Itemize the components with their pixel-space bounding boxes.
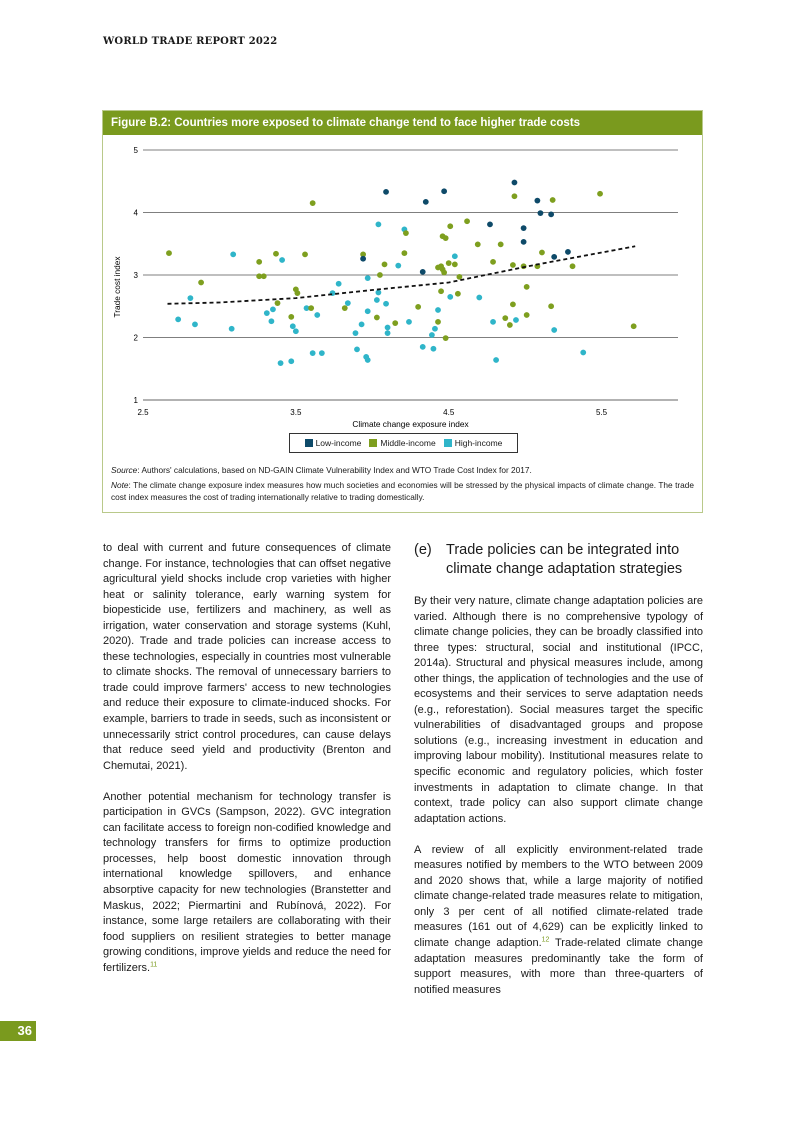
data-point-middle-income xyxy=(441,270,447,276)
figure-notes xyxy=(111,464,694,506)
data-point-low-income xyxy=(534,198,540,204)
x-axis-label: Climate change exposure index xyxy=(352,419,469,429)
figure-b2 xyxy=(102,110,703,513)
data-point-middle-income xyxy=(510,301,516,307)
legend-swatch-middle xyxy=(369,439,377,447)
data-point-middle-income xyxy=(294,290,300,296)
data-point-high-income xyxy=(376,221,382,227)
data-point-middle-income xyxy=(524,284,530,290)
data-point-middle-income xyxy=(443,235,449,241)
data-point-middle-income xyxy=(570,263,576,269)
legend-item-low-income xyxy=(305,438,362,448)
data-point-low-income xyxy=(441,188,447,194)
data-point-high-income xyxy=(395,263,401,269)
section-heading xyxy=(414,541,703,579)
data-point-high-income xyxy=(288,358,294,364)
data-point-middle-income xyxy=(524,312,530,318)
data-point-middle-income xyxy=(275,300,281,306)
data-point-middle-income xyxy=(261,273,267,279)
data-point-high-income xyxy=(374,297,380,303)
data-point-middle-income xyxy=(502,315,508,321)
data-point-high-income xyxy=(365,275,371,281)
data-point-middle-income xyxy=(403,230,409,236)
y-tick-label: 1 xyxy=(133,396,138,405)
body-paragraph: to deal with current and future consequences of climate change. For instance, technologies that can offset negative agricultural yield shocks include crop varieties with higher heat or salinity tolerance, early warning system for biopesticide use, fertilizers and machinery, as well as irrigation, water conservation and storage systems (Kuhl, 2020). Trade and trade policies can increase access to these technologies, especially in countries most vulnerable to climate shocks. The removal of unnecessary barriers to trade could improve farmers' access to new technologies and reduce their exposure to climate-induced shocks. For example, barriers to trade in seeds, such as inconsistent or unnecessarily strict control procedures, can cause delays that reduce seed yield and productivity (Brenton and Chemutai, 2021). xyxy=(103,542,391,772)
data-point-middle-income xyxy=(597,191,603,197)
data-point-middle-income xyxy=(452,261,458,267)
data-point-middle-income xyxy=(256,259,262,265)
body-paragraph xyxy=(103,790,391,977)
x-tick-label: 4.5 xyxy=(443,408,455,417)
data-point-low-income xyxy=(383,189,389,195)
data-point-high-income xyxy=(385,325,391,331)
data-point-high-income xyxy=(264,310,270,316)
legend-swatch-low xyxy=(305,439,313,447)
data-point-middle-income xyxy=(302,251,308,257)
source-text: : Authors' calculations, based on ND-GAIN Climate Vulnerability Index and WTO Trade Cost Index for 2017. xyxy=(137,465,532,475)
chart-legend xyxy=(289,433,518,453)
data-point-middle-income xyxy=(475,241,481,247)
data-point-low-income xyxy=(487,221,493,227)
running-head: WORLD TRADE REPORT 2022 xyxy=(103,36,278,47)
data-point-low-income xyxy=(538,210,544,216)
y-tick-label: 4 xyxy=(133,208,138,218)
data-point-middle-income xyxy=(288,314,294,320)
scatter-chart xyxy=(103,135,702,435)
data-point-low-income xyxy=(521,225,527,231)
data-point-middle-income xyxy=(308,305,314,311)
data-point-high-income xyxy=(365,308,371,314)
data-point-middle-income xyxy=(342,305,348,311)
legend-item-middle-income xyxy=(369,438,435,448)
data-point-high-income xyxy=(420,344,426,350)
x-tick-label: 5.5 xyxy=(596,408,608,417)
data-point-high-income xyxy=(319,350,325,356)
figure-source xyxy=(111,464,694,477)
data-point-high-income xyxy=(270,306,276,312)
legend-label: Middle-income xyxy=(380,438,436,448)
data-point-high-income xyxy=(432,326,438,332)
data-point-high-income xyxy=(580,350,586,356)
data-point-middle-income xyxy=(415,304,421,310)
data-point-middle-income xyxy=(443,335,449,341)
data-point-high-income xyxy=(431,346,437,352)
data-point-high-income xyxy=(490,319,496,325)
data-point-low-income xyxy=(512,180,518,186)
legend-item-high-income xyxy=(444,438,503,448)
y-tick-label: 2 xyxy=(133,333,138,343)
y-tick-label: 5 xyxy=(133,146,138,155)
data-point-middle-income xyxy=(438,288,444,294)
y-tick-label: 3 xyxy=(133,271,138,280)
legend-swatch-high xyxy=(444,439,452,447)
note-label: Note xyxy=(111,479,129,490)
x-tick-label: 2.5 xyxy=(137,408,149,417)
paragraph-text: Trade-related climate change adaptation measures predominantly take the form of support measures, with more than three-quarters of notified measures xyxy=(414,936,703,996)
data-point-high-income xyxy=(269,318,275,324)
data-point-high-income xyxy=(385,330,391,336)
y-axis-label: Trade cost index xyxy=(112,256,122,318)
data-point-middle-income xyxy=(457,274,463,280)
data-point-high-income xyxy=(290,323,296,329)
data-point-high-income xyxy=(230,251,236,257)
data-point-high-income xyxy=(359,321,365,327)
legend-label: High-income xyxy=(454,438,503,448)
note-text: : The climate change exposure index measures how much societies and economies will be stressed by the physical impacts of climate change. The trade cost index measures the cost of trading internationally relative to trading domestically. xyxy=(111,479,694,502)
data-point-high-income xyxy=(293,328,299,334)
data-point-middle-income xyxy=(447,223,453,229)
data-point-middle-income xyxy=(464,218,470,224)
data-point-high-income xyxy=(429,332,435,338)
data-point-high-income xyxy=(187,295,193,301)
data-point-middle-income xyxy=(446,260,452,266)
data-point-high-income xyxy=(345,300,351,306)
data-point-high-income xyxy=(447,294,453,300)
data-point-high-income xyxy=(354,346,360,352)
data-point-high-income xyxy=(279,257,285,263)
data-point-high-income xyxy=(310,350,316,356)
data-point-middle-income xyxy=(377,272,383,278)
data-point-low-income xyxy=(423,199,429,205)
data-point-high-income xyxy=(383,301,389,307)
data-point-middle-income xyxy=(392,320,398,326)
data-point-high-income xyxy=(229,326,235,332)
data-point-low-income xyxy=(420,269,426,275)
data-point-high-income xyxy=(353,330,359,336)
data-point-middle-income xyxy=(198,280,204,286)
data-point-low-income xyxy=(360,256,366,262)
body-paragraph: By their very nature, climate change adaptation policies are varied. Although there is no comprehensive typology of climate change policies, they can be broadly classified into three types: structural, social and institutional (IPCC, 2014a). Structural and physical measures include, among other things, the application of technologies and the use of ecosystems and their services to serve adaptation needs (e.g., reforestation). Social measures target the specific vulnerabilities of disadvantaged groups and propose solutions (e.g., increasing investment in education and improving labour mobility). Institutional measures relate to specific economic and regulatory policies, which foster investments in adaptation to climate change. In that context, trade policy can also support climate change adaptation actions. xyxy=(414,595,703,825)
data-point-high-income xyxy=(192,321,198,327)
data-point-middle-income xyxy=(512,193,518,199)
legend-label: Low-income xyxy=(315,438,362,448)
data-point-middle-income xyxy=(310,200,316,206)
data-point-high-income xyxy=(336,281,342,287)
data-point-high-income xyxy=(365,357,371,363)
data-point-high-income xyxy=(406,319,412,325)
left-column xyxy=(103,541,391,992)
data-point-high-income xyxy=(435,307,441,313)
data-point-middle-income xyxy=(455,291,461,297)
footnote-ref-12[interactable]: 12 xyxy=(541,936,550,944)
data-point-high-income xyxy=(476,295,482,301)
data-point-high-income xyxy=(551,327,557,333)
data-point-middle-income xyxy=(490,259,496,265)
data-point-high-income xyxy=(452,253,458,259)
data-point-middle-income xyxy=(539,250,545,256)
data-point-middle-income xyxy=(548,303,554,309)
figure-title: Figure B.2: Countries more exposed to climate change tend to face higher trade costs xyxy=(103,111,702,135)
data-point-middle-income xyxy=(507,322,513,328)
data-point-low-income xyxy=(548,211,554,217)
data-point-low-income xyxy=(551,254,557,260)
data-point-middle-income xyxy=(382,261,388,267)
body-paragraph xyxy=(414,843,703,998)
section-title: Trade policies can be integrated into climate change adaptation strategies xyxy=(446,542,683,577)
data-point-middle-income xyxy=(631,323,637,329)
data-point-middle-income xyxy=(435,319,441,325)
data-point-high-income xyxy=(175,316,181,322)
data-point-middle-income xyxy=(498,241,504,247)
data-point-high-income xyxy=(513,317,519,323)
data-point-middle-income xyxy=(510,262,516,268)
page-number: 36 xyxy=(0,1021,36,1041)
data-point-middle-income xyxy=(166,250,172,256)
footnote-ref-11[interactable]: 11 xyxy=(150,961,158,969)
section-number: (e) xyxy=(414,542,432,558)
data-point-high-income xyxy=(278,360,284,366)
figure-note xyxy=(111,479,694,504)
data-point-high-income xyxy=(314,312,320,318)
data-point-middle-income xyxy=(374,315,380,321)
data-point-low-income xyxy=(521,239,527,245)
source-label: Source xyxy=(111,465,138,475)
x-tick-label: 3.5 xyxy=(290,408,302,417)
paragraph-text: A review of all explicitly environment-related trade measures notified by members to the WTO between 2009 and 2020 shows that, while a large majority of notified climate change-related trade measures relate to mitigation, only 3 per cent of all notified climate-related trade measures (161 out of 4,629) can be explicitly linked to climate change adaption. xyxy=(414,843,703,949)
data-point-middle-income xyxy=(401,250,407,256)
data-point-low-income xyxy=(565,249,571,255)
data-point-middle-income xyxy=(550,197,556,203)
paragraph-text: Another potential mechanism for technology transfer is participation in GVCs (Sampson, 2022). GVC integration can facilitate access to foreign non-codified knowledge and technology transfers for firms to optimize production processes, help boost domestic innovation through international knowledge spillovers, and enhance absorptive capacity for new technologies (Branstetter and Maskus, 2022; Piermartini and Rubínová, 2022). For instance, some large retailers are collaborating with their food suppliers on resilient strategies to better manage growing conditions, improve yields and reduce the need for fertilizers. xyxy=(103,790,391,974)
data-point-high-income xyxy=(376,290,382,296)
data-point-middle-income xyxy=(273,251,279,257)
right-column xyxy=(414,541,703,998)
data-point-high-income xyxy=(493,357,499,363)
